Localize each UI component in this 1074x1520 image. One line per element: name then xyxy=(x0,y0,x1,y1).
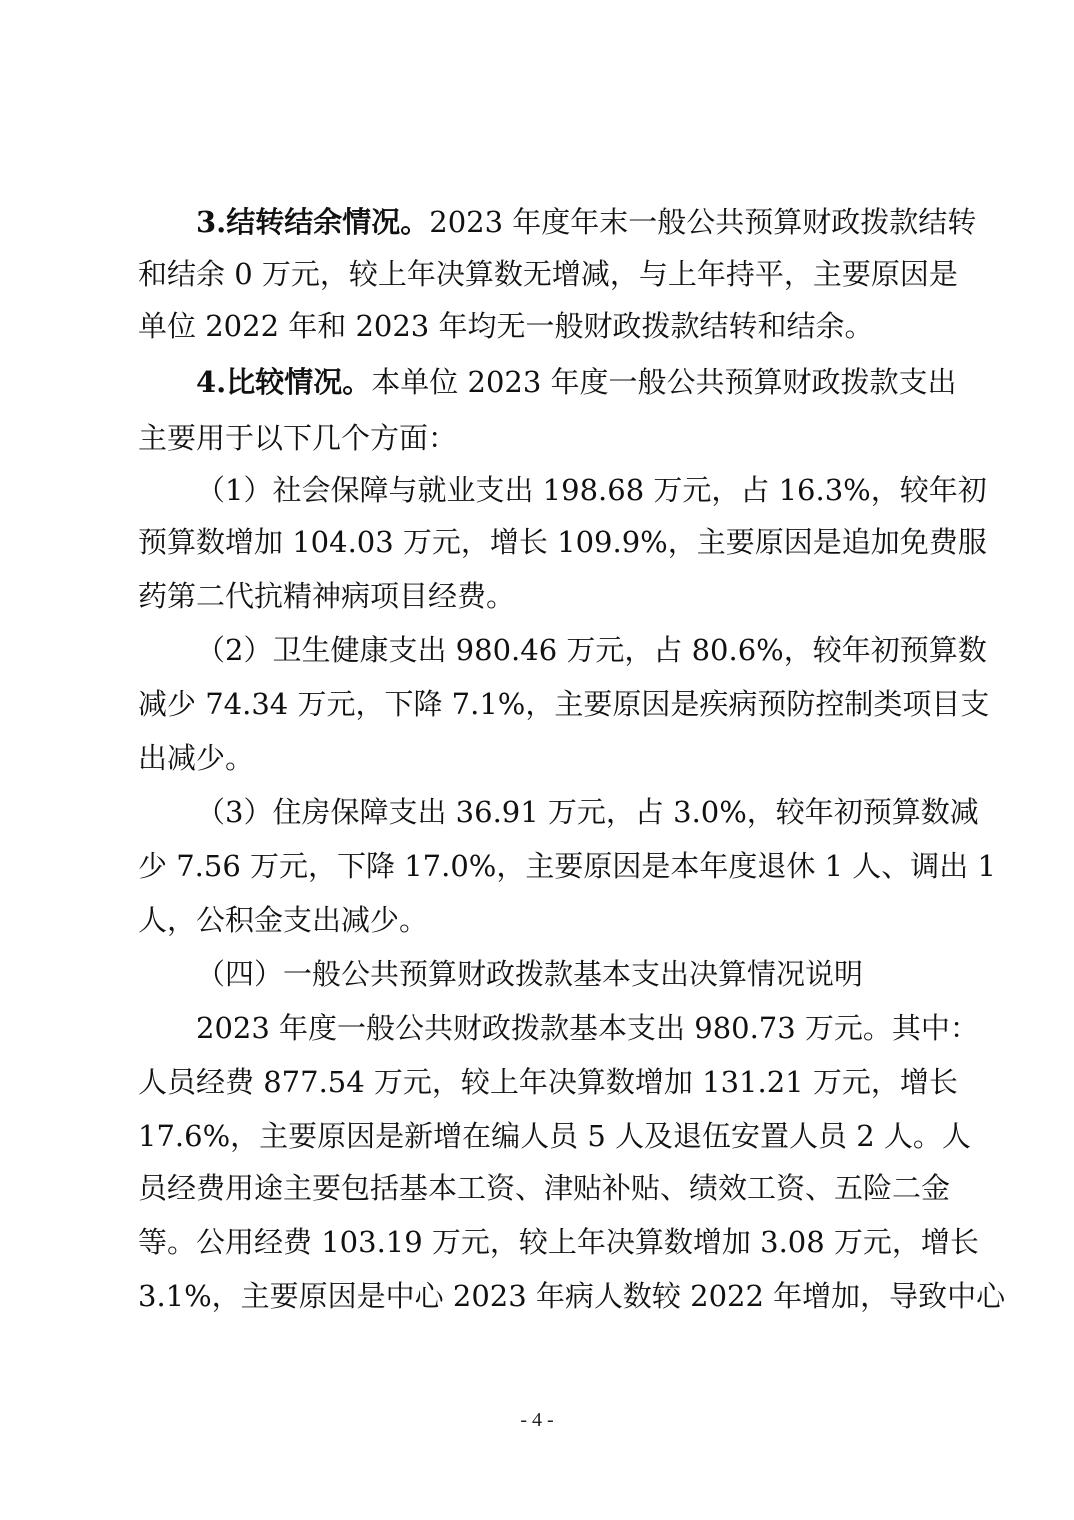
paragraph-line: 出减少。 xyxy=(138,741,255,775)
paragraph-line: 人，公积金支出减少。 xyxy=(138,903,429,937)
paragraph-line xyxy=(196,202,977,242)
paragraph-line: 等。公用经费 103.19 万元，较上年决算数增加 3.08 万元，增长 xyxy=(138,1225,979,1259)
paragraph-heading: 4.比较情况。 xyxy=(196,365,372,399)
paragraph-text: 2023 年度年末一般公共预算财政拨款结转 xyxy=(429,205,977,239)
paragraph-line: （3）住房保障支出 36.91 万元，占 3.0%，较年初预算数减 xyxy=(196,795,979,829)
paragraph-line: 2023 年度一般公共财政拨款基本支出 980.73 万元。其中： xyxy=(196,1011,979,1045)
paragraph-line: 3.1%，主要原因是中心 2023 年病人数较 2022 年增加，导致中心 xyxy=(138,1279,1006,1313)
paragraph-line: 减少 74.34 万元，下降 7.1%，主要原因是疾病预防控制类项目支 xyxy=(138,687,990,721)
paragraph-line: 药第二代抗精神病项目经费。 xyxy=(138,579,516,613)
paragraph-line: 少 7.56 万元，下降 17.0%，主要原因是本年度退休 1 人、调出 1 xyxy=(138,849,996,883)
paragraph-line: （2）卫生健康支出 980.46 万元，占 80.6%，较年初预算数 xyxy=(196,633,987,667)
paragraph-text: 本单位 2023 年度一般公共预算财政拨款支出 xyxy=(371,365,957,399)
paragraph-heading: 3.结转结余情况。 xyxy=(196,205,430,239)
paragraph-line: 人员经费 877.54 万元，较上年决算数增加 131.21 万元，增长 xyxy=(138,1065,958,1099)
page-number: - 4 - xyxy=(520,1409,554,1431)
paragraph-line: （1）社会保障与就业支出 198.68 万元，占 16.3%，较年初 xyxy=(196,473,987,507)
paragraph-line: 预算数增加 104.03 万元，增长 109.9%，主要原因是追加免费服 xyxy=(138,525,987,559)
section-heading: （四）一般公共预算财政拨款基本支出决算情况说明 xyxy=(196,957,864,991)
paragraph-line: 单位 2022 年和 2023 年均无一般财政拨款结转和结余。 xyxy=(138,309,874,343)
paragraph-line: 员经费用途主要包括基本工资、津贴补贴、绩效工资、五险二金 xyxy=(138,1171,951,1205)
paragraph-line: 主要用于以下几个方面： xyxy=(138,421,458,455)
paragraph-line xyxy=(196,362,957,402)
paragraph-line: 和结余 0 万元，较上年决算数无增减，与上年持平，主要原因是 xyxy=(138,257,958,291)
paragraph-line: 17.6%，主要原因是新增在编人员 5 人及退伍安置人员 2 人。人 xyxy=(138,1119,971,1153)
